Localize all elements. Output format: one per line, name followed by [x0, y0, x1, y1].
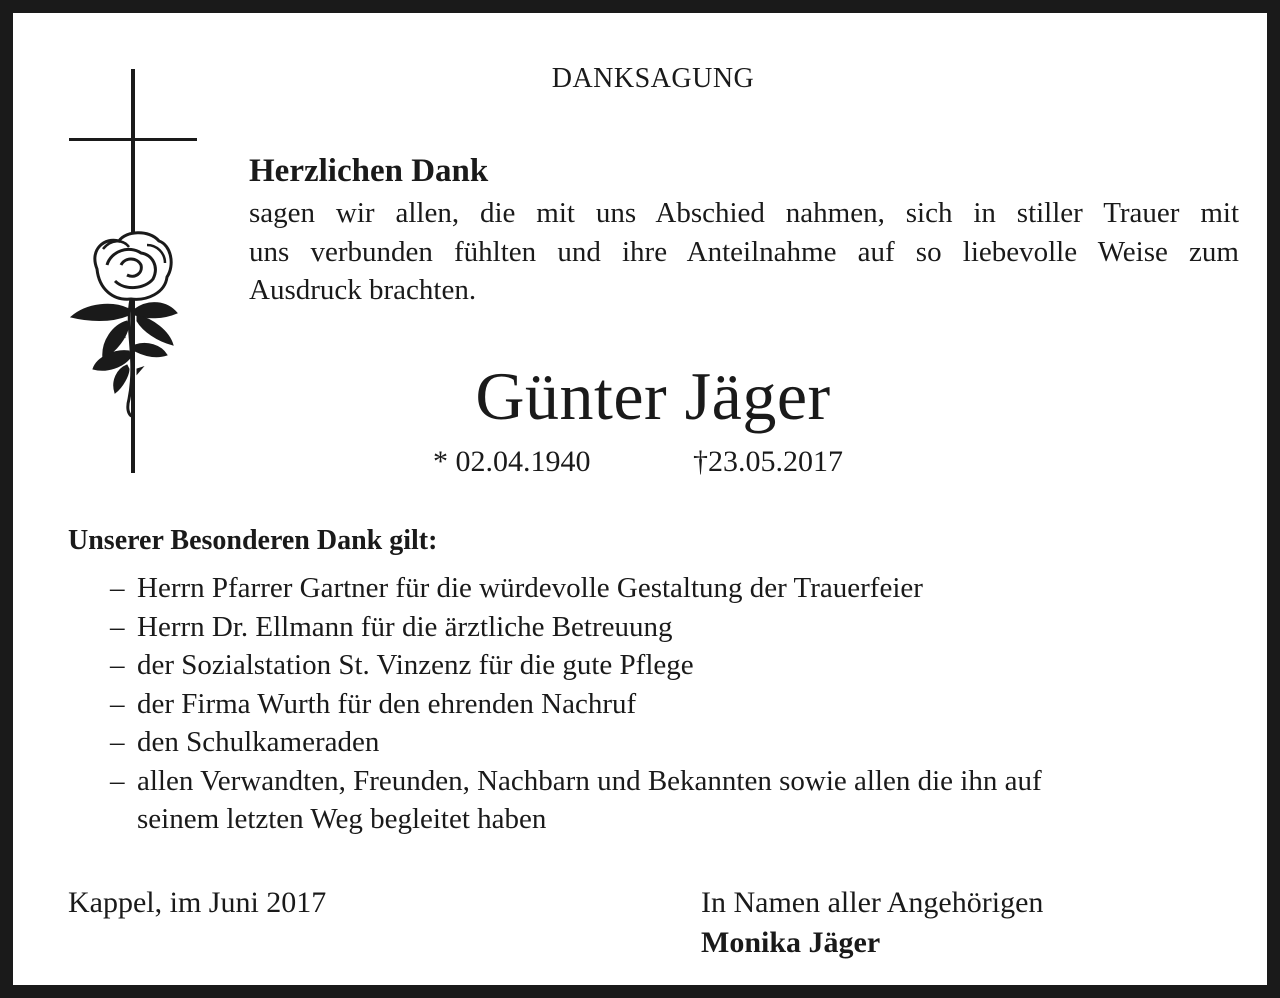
intro-line: sagen wir allen, die mit uns Abschied nahmen, sich in stiller Trauer mit [249, 197, 1239, 229]
special-thanks-title: Unserer Besonderen Dank gilt: [68, 525, 438, 556]
list-item [110, 608, 1220, 647]
list-item [110, 646, 1220, 685]
intro-line: uns verbunden fühlten und ihre Anteilnahme auf so liebevolle Weise zum [249, 235, 1239, 268]
dash-bullet: – [110, 687, 125, 720]
intro-paragraph [249, 194, 1239, 310]
list-item-text: der Firma Wurth für den ehrenden Nachruf [137, 687, 637, 720]
dash-bullet: – [110, 649, 125, 681]
signature-line: In Namen aller Angehörigen [701, 886, 1044, 919]
signature-name: Monika Jäger [701, 926, 881, 959]
list-item-text: Herrn Dr. Ellmann für die ärztliche Betreuung [137, 610, 673, 643]
dash-bullet: – [110, 764, 125, 797]
dash-bullet: – [110, 572, 125, 604]
birth-date: * 02.04.1940 [433, 445, 591, 478]
dash-bullet: – [110, 726, 125, 758]
list-item-text: der Sozialstation St. Vinzenz für die gute Pflege [137, 649, 694, 681]
death-date: †23.05.2017 [693, 445, 843, 478]
list-item-text-line: seinem letzten Weg begleitet haben [137, 803, 547, 835]
list-item-text: den Schulkameraden [137, 726, 380, 758]
list-item [110, 762, 1220, 839]
list-item-text-line: allen Verwandten, Freunden, Nachbarn und Bekannten sowie allen die ihn auf [137, 764, 1042, 797]
dash-bullet: – [110, 610, 125, 643]
deceased-name: Günter Jäger [475, 358, 831, 434]
list-item [110, 685, 1220, 724]
list-item [110, 723, 1220, 762]
thanks-heading: Herzlichen Dank [249, 153, 489, 189]
list-item-text: Herrn Pfarrer Gartner für die würdevolle Gestaltung der Trauerfeier [137, 572, 923, 604]
intro-line: Ausdruck brachten. [249, 274, 477, 306]
notice-heading: DANKSAGUNG [551, 63, 755, 94]
place-and-date: Kappel, im Juni 2017 [68, 886, 327, 919]
list-item [110, 569, 1220, 608]
special-thanks-list [110, 569, 1220, 839]
